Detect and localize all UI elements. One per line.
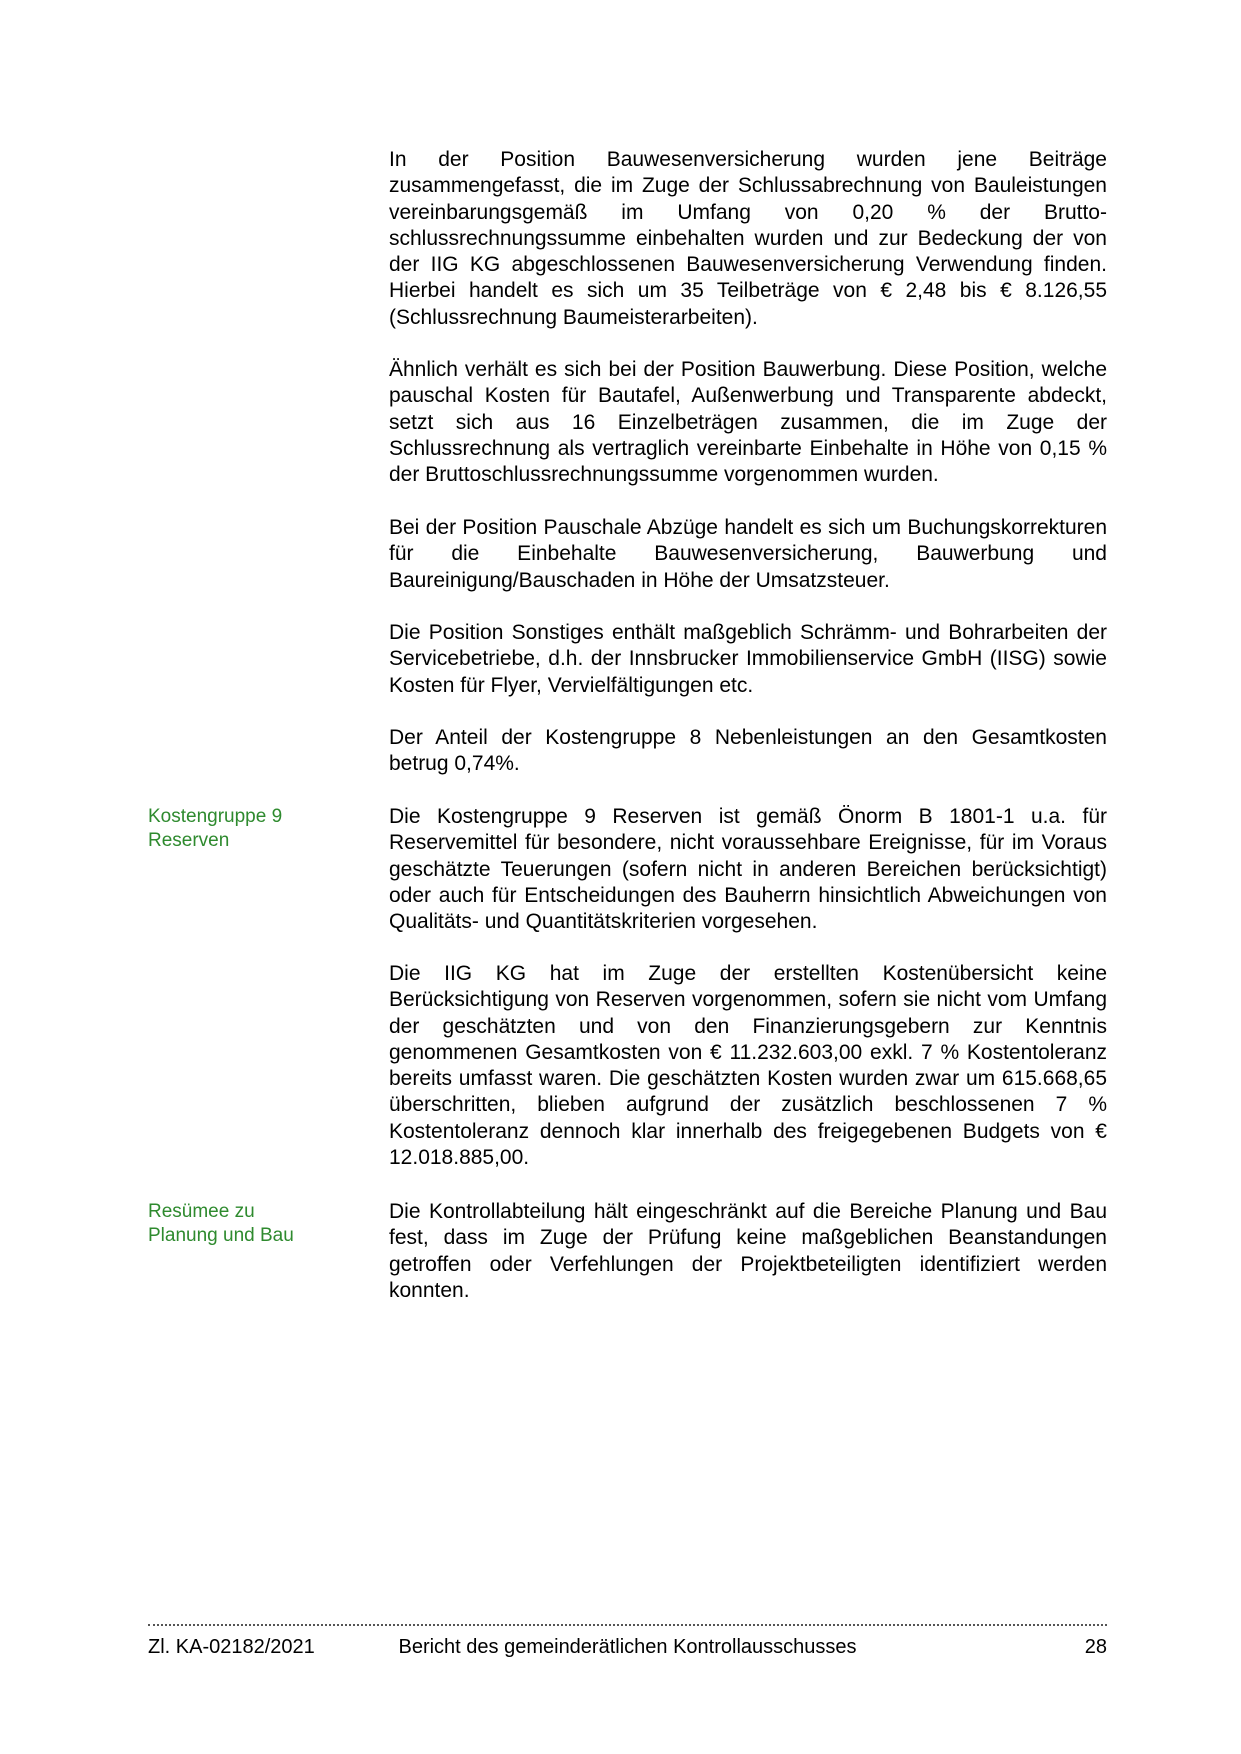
paragraph-sonstiges: [389, 620, 1107, 699]
body-text: Die Position Sonstiges enthält maßgeblich Schrämm- und Bohrarbeiten der Servicebetriebe, d.h. der Innsbrucker Immobilienservice GmbH (IISG) sowie Kosten für Flyer, Vervielfältigungen etc.: [389, 621, 1107, 697]
footer-reference: Zl. KA-02182/2021: [148, 1636, 315, 1658]
body-text: Ähnlich verhält es sich bei der Position Bauwerbung. Diese Position, welche pauschal Kosten für Bautafel, Außenwerbung und Transparente abdeckt, setzt sich aus 16 Einzelbeträgen zusammen, die im Zuge der Schlussrechnung als vertraglich vereinbarte Einbehalte in Höhe von 0,15 % der Bruttoschlussrechnungssumme vorgenommen wurden.: [389, 358, 1107, 487]
side-label-line: Planung und Bau: [148, 1225, 294, 1246]
page-footer: [148, 1633, 1107, 1661]
body-text: Die Kostengruppe 9 Reserven ist gemäß Önorm B 1801-1 u.a. für Reservemittel für besondere, nicht voraussehbare Ereignisse, für im Voraus geschätzte Teuerungen (sofern nicht in anderen Bereichen berücksichtigt) oder auch für Entscheidungen des Bauherrn hinsichtlich Abweichungen von Qualitäts- und Quantitätskriterien vorgesehen.: [389, 805, 1107, 934]
body-text: Die IIG KG hat im Zuge der erstellten Kostenübersicht keine Berücksichtigung von Reserven vorgenommen, sofern sie nicht vom Umfang der geschätzten und von den Finanzierungsgebern zur Kenntnis genommenen Gesamtkosten von € 11.232.603,00 exkl. 7 % Kostentoleranz bereits umfasst waren. Die geschätzten Kosten wurden zwar um 615.668,65 überschritten, blieben aufgrund der zusätzlich beschlossenen 7 % Kostentoleranz dennoch klar innerhalb des freigegebenen Budgets von € 12.018.885,00.: [389, 962, 1107, 1170]
body-text: In der Position Bauwesenversicherung wurden jene Beiträge zusammengefasst, die im Zuge der Schlussabrechnung von Bauleistungen vereinbarungsgemäß im Umfang von 0,20 % der Bruttoschlussrechnungssumme einbehalten wurden und zur Bedeckung der von der IIG KG abgeschlossenen Bauwesenversicherung Verwendung finden. Hierbei handelt es sich um 35 Teilbeträge von € 2,48 bis € 8.126,55 (Schlussrechnung Baumeisterarbeiten).: [389, 148, 1107, 329]
paragraph-bauwesenversicherung: [389, 147, 1107, 331]
paragraph-pauschale-abzuege: [389, 515, 1107, 594]
paragraph-anteil-kostengruppe-8: [389, 725, 1107, 778]
body-text: Bei der Position Pauschale Abzüge handelt es sich um Buchungskorrekturen für die Einbehalte Bauwesenversicherung, Bauwerbung und Baureinigung/Bauschaden in Höhe der Umsatzsteuer.: [389, 516, 1107, 592]
paragraph-bauwerbung: [389, 357, 1107, 488]
paragraph-reserven-iig-kg: [389, 961, 1107, 1171]
side-label-line: Kostengruppe 9: [148, 806, 283, 827]
side-label-resuemee: [148, 1200, 368, 1248]
side-label-kostengruppe-9: [148, 805, 368, 853]
paragraph-resuemee: [389, 1199, 1107, 1304]
footer-title: Bericht des gemeinderätlichen Kontrollausschusses: [398, 1636, 857, 1658]
body-text: Die Kontrollabteilung hält eingeschränkt auf die Bereiche Planung und Bau fest, dass im Zuge der Prüfung keine maßgeblichen Beanstandungen getroffen oder Verfehlungen der Projektbeteiligten identifiziert werden konnten.: [389, 1200, 1107, 1302]
side-label-line: Reserven: [148, 830, 230, 851]
body-text: Der Anteil der Kostengruppe 8 Nebenleistungen an den Gesamtkosten betrug 0,74%.: [389, 726, 1107, 776]
paragraph-kostengruppe-9-reserven: [389, 804, 1107, 935]
side-label-line: Resümee zu: [148, 1201, 255, 1222]
footer-divider: [148, 1624, 1107, 1626]
page-number: 28: [1084, 1636, 1107, 1658]
